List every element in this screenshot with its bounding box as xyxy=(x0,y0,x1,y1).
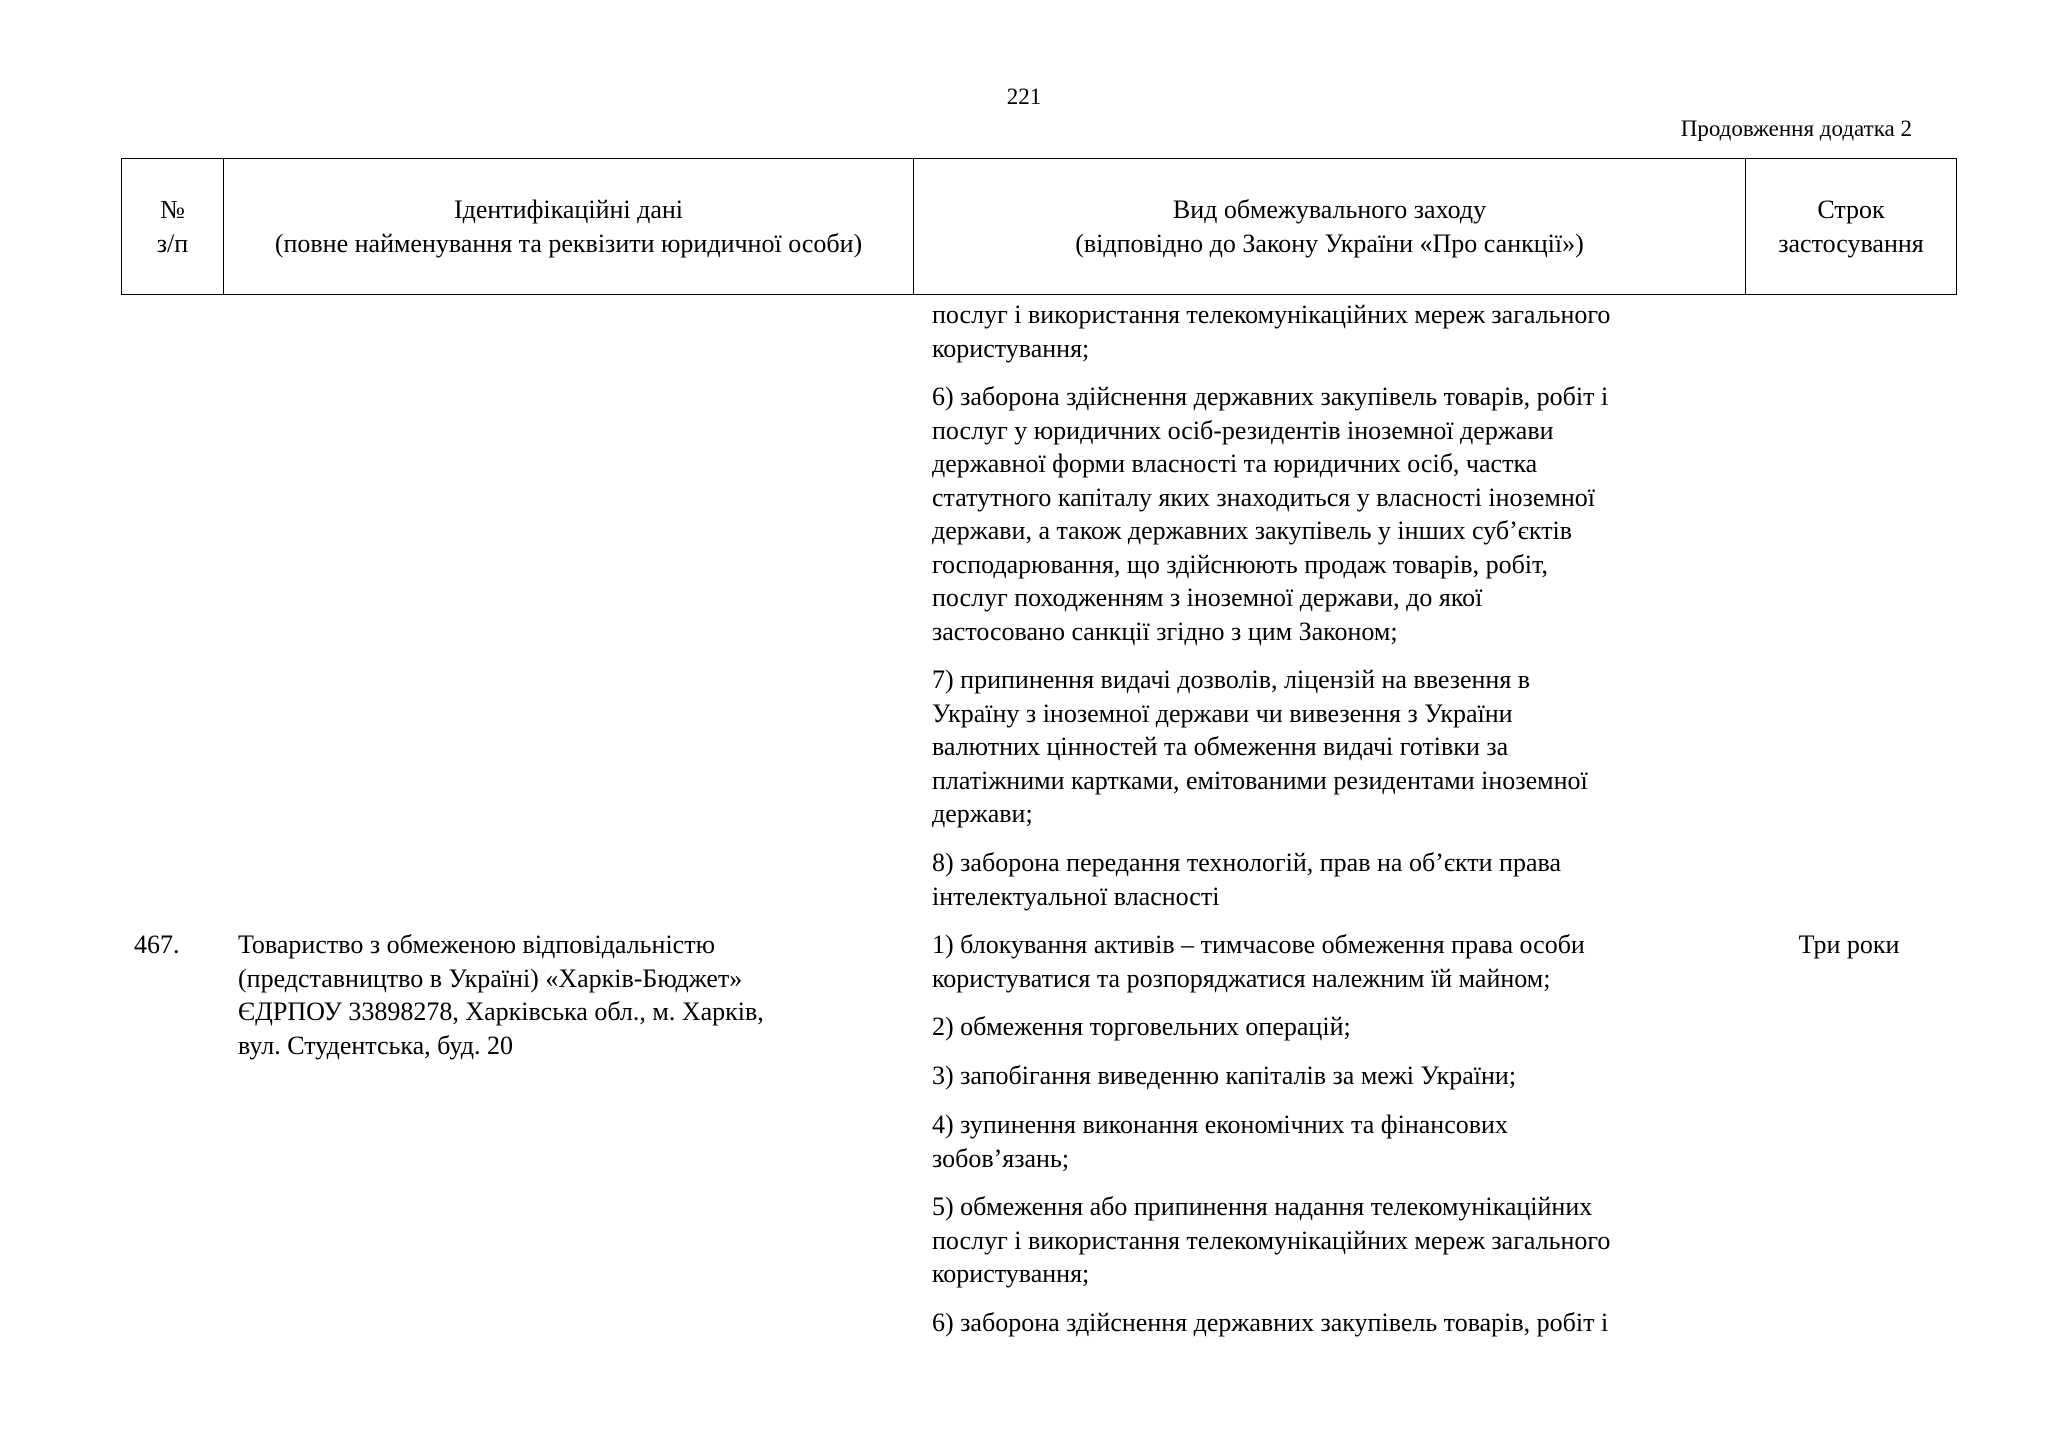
text-line: 7) припинення видачі дозволів, ліцензій на ввезення в xyxy=(932,665,1531,694)
header-term-line: Строк xyxy=(1817,194,1885,224)
measure-paragraph xyxy=(932,663,1752,831)
text-line: ЄДРПОУ 33898278, Харківська обл., м. Харків, xyxy=(238,997,764,1026)
page-number: 221 xyxy=(1006,84,1042,109)
header-measure xyxy=(914,159,1746,294)
header-measure-line: Вид обмежувального заходу xyxy=(1172,194,1487,224)
text-line: валютних цінностей та обмеження видачі готівки за xyxy=(932,732,1509,761)
text-line: платіжними картками, емітованими резидентами іноземної xyxy=(932,765,1588,795)
text-line: Україну з іноземної держави чи вивезення з України xyxy=(932,698,1513,728)
text-line: (представництво в Україні) «Харків-Бюджет» xyxy=(238,963,743,993)
text-line: зобов’язань; xyxy=(932,1143,1070,1173)
text-line: статутного капіталу яких знаходиться у власності іноземної xyxy=(932,482,1595,512)
header-number-line: № xyxy=(160,194,185,224)
header-number xyxy=(122,159,224,294)
header-measure-line: (відповідно до Закону України «Про санкції») xyxy=(1075,228,1584,258)
measure-paragraph xyxy=(932,1108,1752,1175)
text-line: 6) заборона здійснення державних закупівель товарів, робіт і xyxy=(932,1308,1609,1337)
table-header xyxy=(121,158,1957,295)
text-line: 1) блокування активів – тимчасове обмеження права особи xyxy=(932,930,1585,959)
text-line: користування; xyxy=(932,333,1090,363)
text-line: держави, а також державних закупівель у інших суб’єктів xyxy=(932,516,1573,545)
continuation-label: Продовження додатка 2 xyxy=(1680,116,1912,141)
text-line: 2) обмеження торговельних операцій; xyxy=(932,1012,1351,1041)
text-line: вул. Студентська, буд. 20 xyxy=(238,1030,513,1060)
text-line: 6) заборона здійснення державних закупівель товарів, робіт і xyxy=(932,382,1609,411)
text-line: послуг і використання телекомунікаційних мереж загального xyxy=(932,1225,1611,1255)
row-term: Три роки xyxy=(1798,930,1900,959)
text-line: Товариство з обмеженою відповідальністю xyxy=(238,930,715,959)
text-line: господарювання, що здійснюють продаж товарів, робіт, xyxy=(932,549,1548,579)
text-line: застосовано санкції згідно з цим Законом; xyxy=(932,616,1398,646)
measure-paragraph xyxy=(932,298,1752,365)
measure-paragraph xyxy=(932,928,1752,995)
measure-paragraph xyxy=(932,1190,1752,1291)
header-number-line: з/п xyxy=(156,228,189,258)
header-ident-line: (повне найменування та реквізити юридичної особи) xyxy=(274,228,863,258)
measure-paragraph xyxy=(932,846,1752,913)
text-line: державної форми власності та юридичних осіб, частка xyxy=(932,449,1538,478)
measure-paragraph xyxy=(932,1010,1752,1044)
text-line: користуватися та розпоряджатися належним їй майном; xyxy=(932,963,1551,993)
text-line: послуг у юридичних осіб-резидентів іноземної держави xyxy=(932,415,1554,445)
header-term-line: застосування xyxy=(1778,228,1924,258)
header-term xyxy=(1746,159,1956,294)
measure-paragraph xyxy=(932,1059,1752,1093)
text-line: користування; xyxy=(932,1259,1090,1288)
header-ident xyxy=(224,159,914,294)
row-number: 467. xyxy=(134,930,180,959)
row-ident xyxy=(238,928,878,1062)
text-line: послуг і використання телекомунікаційних мереж загального xyxy=(932,300,1611,329)
measure-paragraph xyxy=(932,380,1752,648)
text-line: 8) заборона передання технологій, прав на об’єкти права xyxy=(932,848,1561,877)
text-line: 3) запобігання виведенню капіталів за межі України; xyxy=(932,1061,1517,1090)
text-line: держави; xyxy=(932,799,1033,828)
text-line: послуг походженням з іноземної держави, до якої xyxy=(932,583,1483,612)
text-line: 4) зупинення виконання економічних та фінансових xyxy=(932,1110,1508,1139)
text-line: 5) обмеження або припинення надання телекомунікаційних xyxy=(932,1192,1593,1221)
measure-paragraph xyxy=(932,1306,1752,1340)
header-ident-line: Ідентифікаційні дані xyxy=(453,194,684,224)
text-line: інтелектуальної власності xyxy=(932,881,1220,911)
